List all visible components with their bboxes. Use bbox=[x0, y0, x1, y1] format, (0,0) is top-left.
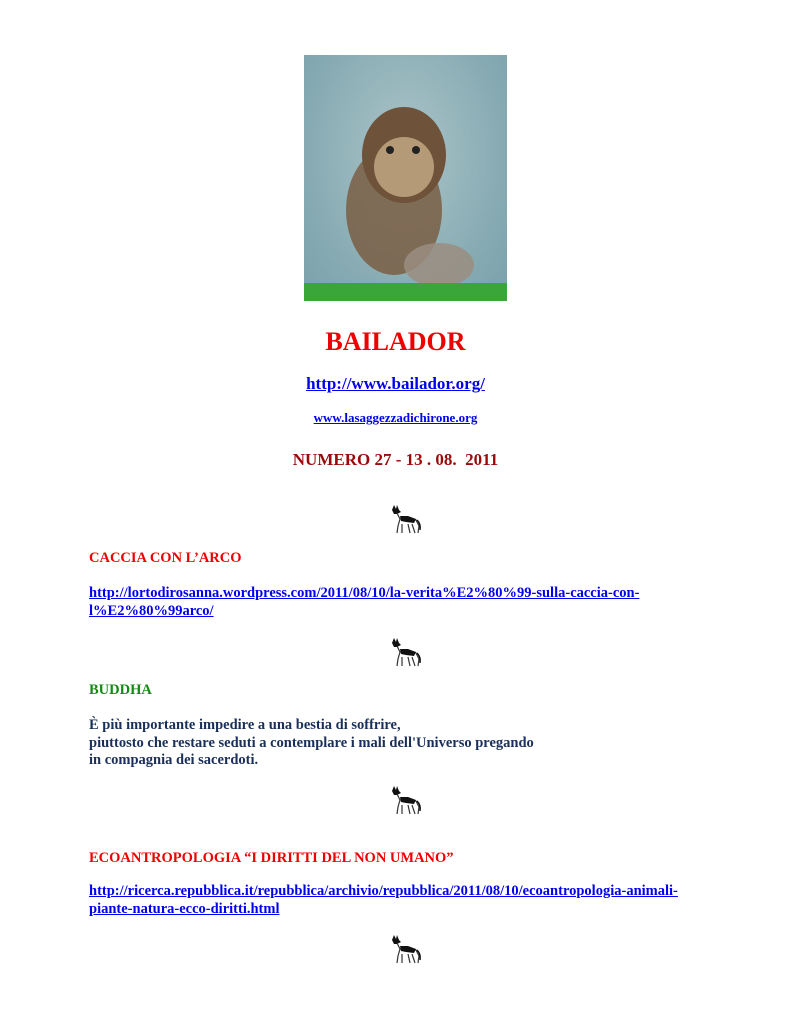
dog-divider-icon bbox=[388, 783, 422, 817]
repubblica-link[interactable]: http://ricerca.repubblica.it/repubblica/archivio/repubblica/2011/08/10/ecoantropologia-animali- piante-natura-ecco-diritti.html bbox=[89, 883, 678, 917]
lasaggezza-link[interactable]: www.lasaggezzadichirone.org bbox=[313, 410, 478, 425]
issue-number: NUMERO 27 - 13 . 08. 2011 bbox=[292, 450, 499, 469]
dog-divider-icon bbox=[388, 932, 422, 966]
dog-divider-icon bbox=[388, 502, 422, 536]
section-heading-buddha: BUDDHA bbox=[89, 682, 152, 698]
dog-divider-icon bbox=[388, 635, 422, 669]
monkey-painting bbox=[304, 55, 507, 301]
caccia-link[interactable]: http://lortodirosanna.wordpress.com/2011/08/10/la-verita%E2%80%99-sulla-caccia-con- l%E2%80%99arco/ bbox=[89, 585, 640, 619]
newsletter-title: BAILADOR bbox=[325, 327, 466, 356]
section-heading-ecoantropologia: ECOANTROPOLOGIA “I DIRITTI DEL NON UMANO” bbox=[89, 850, 454, 866]
bailador-link[interactable]: http://www.bailador.org/ bbox=[306, 374, 485, 393]
buddha-quote: È più importante impedire a una bestia di soffrire, piuttosto che restare seduti a contemplare i mali dell'Universo pregando in compagnia dei sacerdoti. bbox=[89, 717, 534, 768]
section-heading-caccia: CACCIA CON L’ARCO bbox=[89, 550, 242, 566]
